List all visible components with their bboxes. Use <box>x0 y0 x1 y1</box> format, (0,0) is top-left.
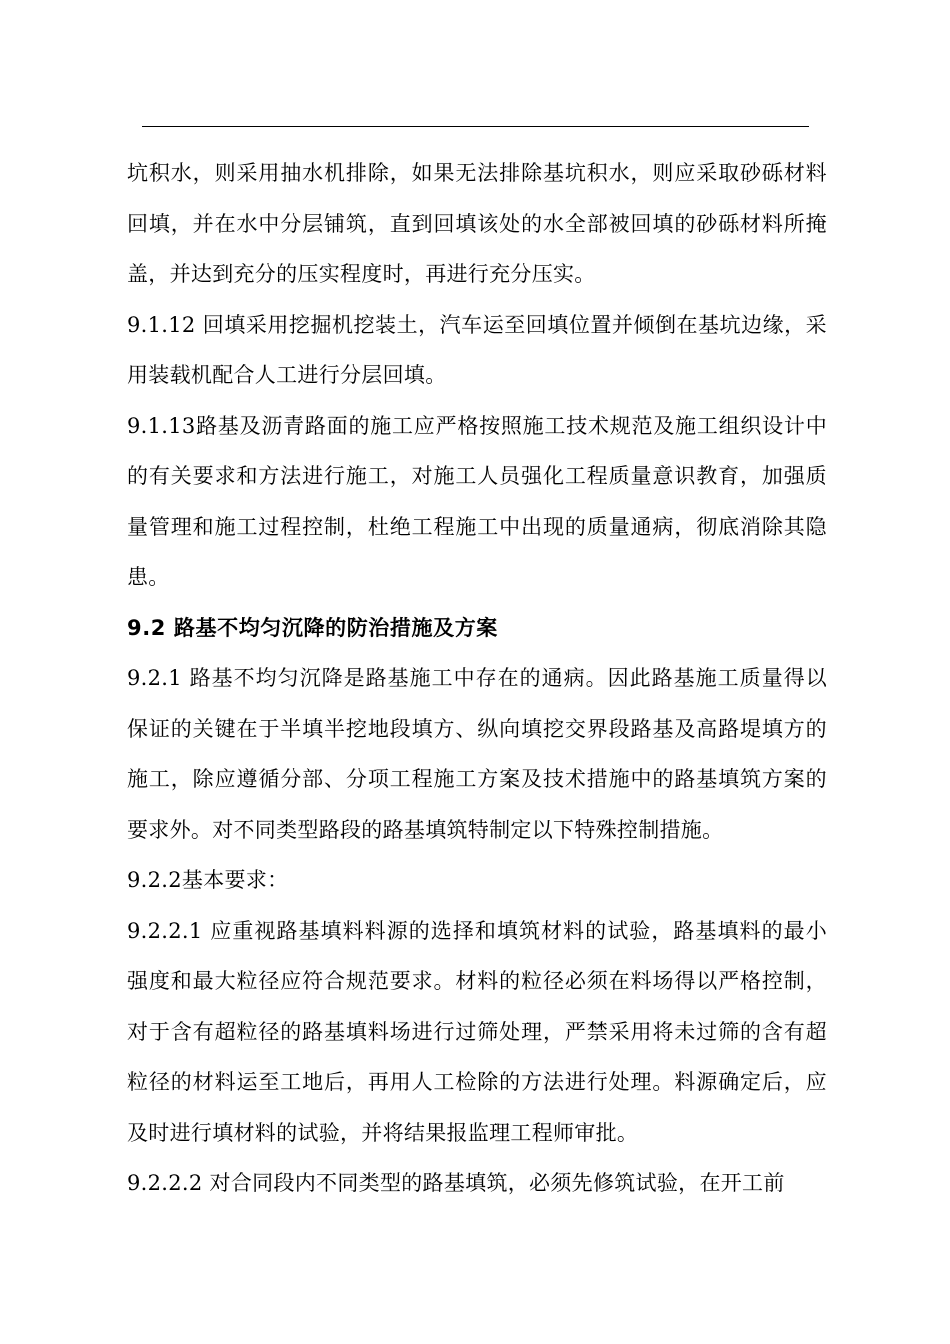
header-rule <box>142 126 809 127</box>
paragraph-9-2-2-1: 9.2.2.1 应重视路基填料料源的选择和填筑材料的试验，路基填料的最小强度和最大粒径应符合规范要求。材料的粒径必须在料场得以严格控制，对于含有超粒径的路基填料场进行过筛处理，严禁采用将未过筛的含有超粒径的材料运至工地后，再用人工检除的方法进行处理。料源确定后，应及时进行填材料的试验，并将结果报监理工程师审批。 <box>127 918 827 1145</box>
section-heading-9-2: 9.2 路基不均匀沉降的防治措施及方案 <box>127 615 498 640</box>
paragraph-9-2-2: 9.2.2基本要求： <box>127 868 289 892</box>
paragraph-9-1-13: 9.1.13路基及沥青路面的施工应严格按照施工技术规范及施工组织设计中的有关要求和方法进行施工，对施工人员强化工程质量意识教育，加强质量管理和施工过程控制，杜绝工程施工中出现的质量通病，彻底消除其隐患。 <box>127 413 827 589</box>
paragraph-9-1-12: 9.1.12 回填采用挖掘机挖装土，汽车运至回填位置并倾倒在基坑边缘，采用装载机配合人工进行分层回填。 <box>127 312 827 387</box>
paragraph-backfill-water: 坑积水，则采用抽水机排除，如果无法排除基坑积水，则应采取砂砾材料回填，并在水中分层铺筑，直到回填该处的水全部被回填的砂砾材料所掩盖，并达到充分的压实程度时，再进行充分压实。 <box>127 161 827 286</box>
paragraph-9-2-2-2: 9.2.2.2 对合同段内不同类型的路基填筑，必须先修筑试验，在开工前 <box>127 1171 785 1195</box>
paragraph-9-2-1: 9.2.1 路基不均匀沉降是路基施工中存在的通病。因此路基施工质量得以保证的关键在于半填半挖地段填方、纵向填挖交界段路基及高路堤填方的施工，除应遵循分部、分项工程施工方案及技术措施中的路基填筑方案的要求外。对不同类型路段的路基填筑特制定以下特殊控制措施。 <box>127 666 827 842</box>
document-body <box>127 148 827 1209</box>
